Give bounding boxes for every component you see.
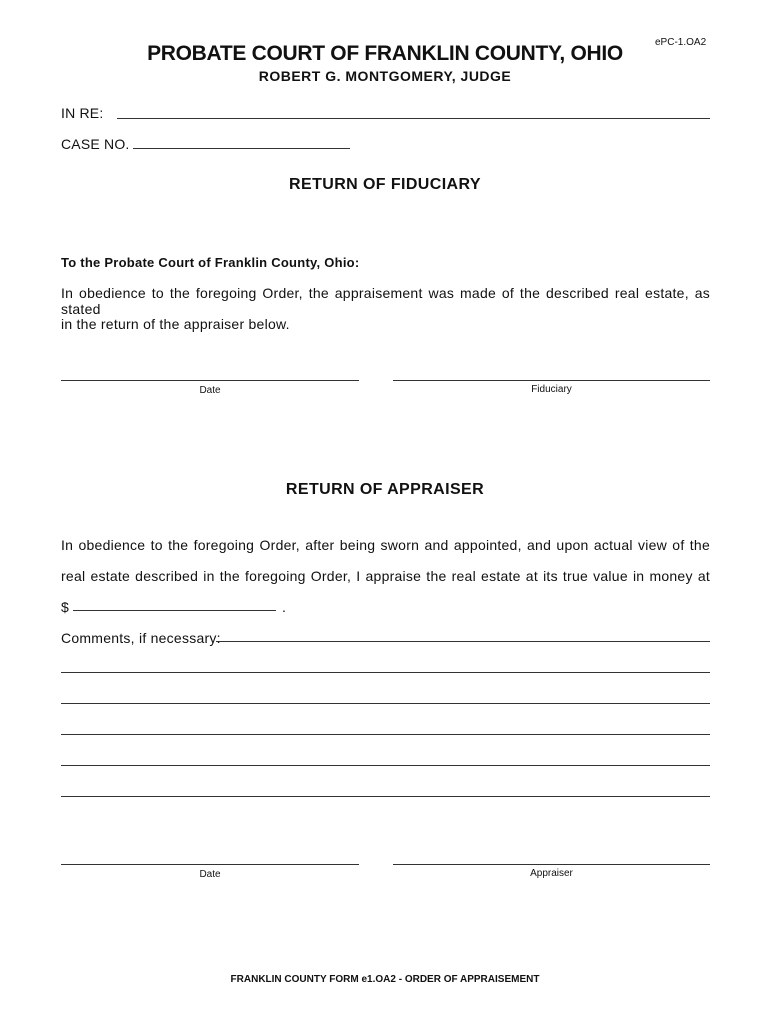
fiduciary-section-title: RETURN OF FIDUCIARY	[289, 176, 481, 193]
judge-name: ROBERT G. MONTGOMERY, JUDGE	[258, 68, 512, 84]
case-no-label: CASE NO.	[61, 136, 130, 152]
amount-period: .	[282, 599, 287, 615]
fiduciary-date-line[interactable]	[61, 380, 359, 381]
fiduciary-date-caption: Date	[199, 385, 221, 396]
appraiser-date-caption: Date	[199, 869, 221, 880]
fiduciary-signature-caption: Fiduciary	[531, 384, 572, 395]
form-footer: FRANKLIN COUNTY FORM e1.OA2 - ORDER OF APPRAISEMENT	[230, 974, 540, 985]
form-id: ePC-1.OA2	[655, 37, 707, 48]
appraiser-text-line-2: real estate described in the foregoing Order, I appraise the real estate at its true value in money at	[61, 568, 710, 584]
currency-symbol: $	[61, 599, 70, 615]
appraiser-signature-caption: Appraiser	[530, 868, 573, 879]
comments-line-4[interactable]	[61, 734, 710, 735]
comments-line-3[interactable]	[61, 703, 710, 704]
in-re-field[interactable]	[117, 118, 710, 119]
fiduciary-text-line-2: in the return of the appraiser below.	[61, 316, 290, 332]
comments-line-6[interactable]	[61, 796, 710, 797]
comments-line-5[interactable]	[61, 765, 710, 766]
court-title: PROBATE COURT OF FRANKLIN COUNTY, OHIO	[147, 42, 623, 65]
in-re-label: IN RE:	[61, 105, 104, 121]
fiduciary-text-line-1: In obedience to the foregoing Order, the appraisement was made of the described real estate, as stated	[61, 285, 710, 317]
fiduciary-salutation: To the Probate Court of Franklin County, Ohio:	[61, 255, 360, 270]
fiduciary-signature-line[interactable]	[393, 380, 710, 381]
comments-line-2[interactable]	[61, 672, 710, 673]
appraiser-text-line-1: In obedience to the foregoing Order, after being sworn and appointed, and upon actual view of the	[61, 537, 710, 553]
appraised-amount-field[interactable]	[73, 610, 276, 611]
appraiser-date-line[interactable]	[61, 864, 359, 865]
appraiser-section-title: RETURN OF APPRAISER	[285, 481, 485, 498]
comments-line-1[interactable]	[216, 641, 710, 642]
appraiser-signature-line[interactable]	[393, 864, 710, 865]
case-no-field[interactable]	[133, 148, 350, 149]
comments-label: Comments, if necessary:	[61, 630, 221, 646]
